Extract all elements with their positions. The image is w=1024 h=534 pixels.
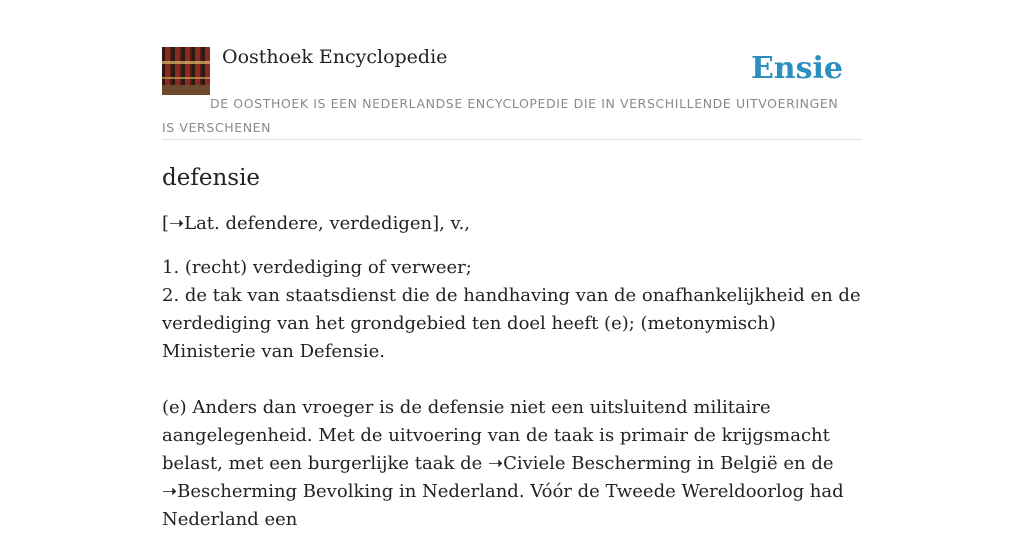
note-text-1: (e) Anders dan vroeger is de defensie niet een uitsluitend militaire aangelegenheid. Met de uitvoering van de taak is primair de krijgsmacht belast, met een burgerlijke taak de xyxy=(162,397,830,474)
etymology xyxy=(162,210,862,238)
etymology-text: Lat. defendere, verdedigen], v., xyxy=(184,213,471,234)
right-arrow-icon: ➝ xyxy=(169,213,185,234)
entry-content xyxy=(162,160,862,534)
ensie-brand-link[interactable]: Ensie xyxy=(750,51,843,86)
book-band-top xyxy=(162,61,210,64)
crossref-civiele-bescherming[interactable] xyxy=(488,453,778,474)
definition-2: 2. de tak van staatsdienst die de handhaving van de onafhankelijkheid en de verdediging van het grondgebied ten doel heeft (e); (metonymisch) Ministerie van Defensie. xyxy=(162,285,861,362)
note-text-3: . Vóór de Tweede Wereldoorlog had Nederland een xyxy=(162,481,844,530)
definition-1: 1. (recht) verdediging of verweer; xyxy=(162,257,472,278)
right-arrow-icon: ➝ xyxy=(162,481,178,502)
note-text-2: en de xyxy=(777,453,834,474)
entry-term: defensie xyxy=(162,165,261,191)
etymology-open-bracket: [ xyxy=(162,213,170,234)
crossref-label: Civiele Bescherming in België xyxy=(503,453,778,474)
book-band-bottom xyxy=(162,77,210,79)
definitions xyxy=(162,254,862,366)
site-title-link[interactable]: Oosthoek Encyclopedie xyxy=(222,46,448,68)
encyclopedic-note xyxy=(162,394,862,534)
right-arrow-icon: ➝ xyxy=(487,453,504,474)
site-tagline: DE OOSTHOEK IS EEN NEDERLANDSE ENCYCLOPEDIE DIE IN VERSCHILLENDE UITVOERINGEN IS VERSCHENEN xyxy=(162,96,839,135)
site-header xyxy=(162,46,862,140)
crossref-label: Bescherming Bevolking in Nederland xyxy=(177,481,519,502)
crossref-bescherming-bevolking[interactable] xyxy=(162,481,519,502)
bookshelf-avatar-icon[interactable] xyxy=(162,47,210,95)
